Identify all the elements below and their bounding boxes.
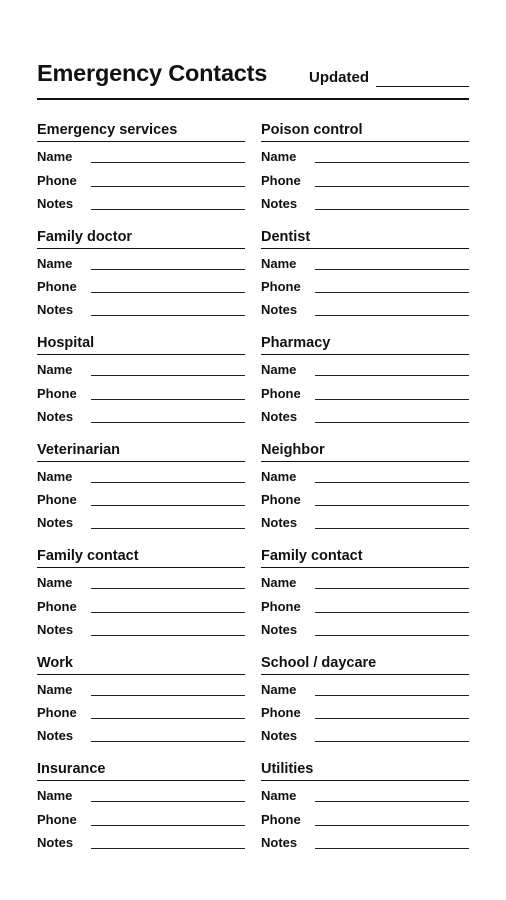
field-label: Name [261, 468, 297, 484]
contact-card [261, 652, 469, 749]
contact-card [261, 119, 469, 216]
contact-card-title: Pharmacy [261, 332, 469, 355]
contact-field-row [261, 378, 469, 401]
field-write-line[interactable] [91, 801, 245, 802]
field-write-line[interactable] [315, 848, 469, 849]
contact-field-row [261, 462, 469, 485]
contact-card-title: Work [37, 652, 245, 675]
contact-card-title: Poison control [261, 119, 469, 142]
contact-field-row [261, 721, 469, 744]
contact-card-title: School / daycare [261, 652, 469, 675]
field-write-line[interactable] [91, 292, 245, 293]
field-write-line[interactable] [91, 718, 245, 719]
field-label: Name [261, 575, 297, 591]
field-write-line[interactable] [91, 209, 245, 210]
contact-field-row [261, 249, 469, 272]
contact-field-row [37, 249, 245, 272]
field-write-line[interactable] [91, 635, 245, 636]
field-label: Name [261, 149, 297, 165]
contact-card-title: Hospital [37, 332, 245, 355]
field-label: Name [261, 681, 297, 697]
field-write-line[interactable] [315, 741, 469, 742]
field-label: Phone [37, 385, 77, 401]
contact-card-title: Emergency services [37, 119, 245, 142]
updated-label: Updated [309, 69, 369, 86]
field-label: Phone [261, 172, 301, 188]
contact-card [37, 119, 245, 216]
contact-field-row [261, 165, 469, 188]
field-write-line[interactable] [315, 209, 469, 210]
contact-card [261, 439, 469, 536]
contact-field-row [37, 189, 245, 212]
field-label: Phone [261, 811, 301, 827]
field-label: Name [37, 575, 73, 591]
contact-card-title: Neighbor [261, 439, 469, 462]
field-write-line[interactable] [315, 801, 469, 802]
contact-field-row [261, 828, 469, 851]
contact-field-row [37, 378, 245, 401]
field-write-line[interactable] [315, 588, 469, 589]
contact-field-row [37, 295, 245, 318]
field-write-line[interactable] [315, 505, 469, 506]
field-write-line[interactable] [91, 186, 245, 187]
contact-field-row [261, 355, 469, 378]
contact-grid [37, 119, 469, 855]
contact-field-row [37, 142, 245, 165]
contact-card-title: Utilities [261, 758, 469, 781]
field-label: Phone [261, 492, 301, 508]
field-write-line[interactable] [315, 825, 469, 826]
contact-field-row [261, 402, 469, 425]
field-write-line[interactable] [91, 612, 245, 613]
contact-card [37, 226, 245, 323]
field-write-line[interactable] [315, 399, 469, 400]
contact-field-row [261, 591, 469, 614]
field-write-line[interactable] [315, 482, 469, 483]
field-label: Name [37, 468, 73, 484]
field-write-line[interactable] [91, 269, 245, 270]
field-write-line[interactable] [315, 162, 469, 163]
contact-field-row [37, 508, 245, 531]
contact-field-row [261, 568, 469, 591]
contact-card-title: Veterinarian [37, 439, 245, 462]
field-write-line[interactable] [315, 635, 469, 636]
field-write-line[interactable] [91, 695, 245, 696]
field-write-line[interactable] [315, 315, 469, 316]
contact-field-row [37, 675, 245, 698]
contact-field-row [261, 675, 469, 698]
contact-card-title: Family contact [37, 545, 245, 568]
field-write-line[interactable] [91, 528, 245, 529]
page-title: Emergency Contacts [37, 60, 268, 86]
field-label: Phone [37, 279, 77, 295]
contact-card [37, 332, 245, 429]
field-write-line[interactable] [91, 825, 245, 826]
contact-card-title: Insurance [37, 758, 245, 781]
page-header [37, 60, 469, 100]
contact-field-row [37, 165, 245, 188]
contact-card [261, 332, 469, 429]
contact-field-row [37, 721, 245, 744]
field-label: Notes [261, 195, 298, 211]
field-label: Notes [261, 621, 298, 637]
field-write-line[interactable] [91, 422, 245, 423]
field-write-line[interactable] [315, 528, 469, 529]
field-label: Name [37, 788, 73, 804]
field-label: Phone [37, 598, 77, 614]
field-label: Notes [37, 621, 74, 637]
contact-field-row [37, 698, 245, 721]
field-label: Notes [261, 834, 298, 850]
field-write-line[interactable] [315, 186, 469, 187]
contact-field-row [261, 272, 469, 295]
field-label: Phone [261, 279, 301, 295]
contact-field-row [261, 698, 469, 721]
contact-card [37, 545, 245, 642]
contact-field-row [37, 462, 245, 485]
contact-card [261, 545, 469, 642]
field-label: Notes [37, 195, 74, 211]
contact-field-row [261, 781, 469, 804]
field-label: Phone [261, 385, 301, 401]
contact-field-row [37, 272, 245, 295]
field-label: Name [261, 255, 297, 271]
field-label: Phone [37, 172, 77, 188]
field-write-line[interactable] [91, 848, 245, 849]
field-label: Notes [261, 728, 298, 744]
field-label: Phone [37, 811, 77, 827]
field-label: Notes [37, 302, 74, 318]
field-write-line[interactable] [91, 162, 245, 163]
contact-field-row [261, 142, 469, 165]
contact-field-row [37, 591, 245, 614]
contact-field-row [261, 485, 469, 508]
field-label: Name [37, 681, 73, 697]
field-write-line[interactable] [315, 269, 469, 270]
field-write-line[interactable] [315, 292, 469, 293]
contact-field-row [261, 508, 469, 531]
field-label: Phone [261, 705, 301, 721]
contact-card [37, 758, 245, 855]
field-write-line[interactable] [91, 588, 245, 589]
field-label: Name [37, 255, 73, 271]
field-write-line[interactable] [91, 375, 245, 376]
field-write-line[interactable] [91, 315, 245, 316]
field-write-line[interactable] [315, 422, 469, 423]
contact-card [261, 758, 469, 855]
field-label: Notes [261, 408, 298, 424]
contact-field-row [37, 828, 245, 851]
contact-field-row [261, 804, 469, 827]
contact-card [37, 652, 245, 749]
contact-field-row [261, 189, 469, 212]
field-write-line[interactable] [91, 399, 245, 400]
field-label: Notes [261, 302, 298, 318]
field-label: Name [261, 362, 297, 378]
field-write-line[interactable] [315, 695, 469, 696]
field-label: Notes [37, 834, 74, 850]
contact-card [261, 226, 469, 323]
contact-card-title: Family contact [261, 545, 469, 568]
updated-date-field[interactable] [376, 86, 469, 87]
contact-field-row [261, 615, 469, 638]
field-write-line[interactable] [315, 718, 469, 719]
field-label: Name [261, 788, 297, 804]
field-label: Name [37, 149, 73, 165]
contact-field-row [37, 402, 245, 425]
contact-field-row [37, 804, 245, 827]
field-label: Notes [261, 515, 298, 531]
field-label: Phone [37, 492, 77, 508]
field-write-line[interactable] [315, 612, 469, 613]
contact-field-row [37, 781, 245, 804]
contact-card [37, 439, 245, 536]
field-label: Notes [37, 408, 74, 424]
contact-card-title: Dentist [261, 226, 469, 249]
field-label: Notes [37, 728, 74, 744]
field-write-line[interactable] [91, 482, 245, 483]
contact-field-row [261, 295, 469, 318]
contact-field-row [37, 355, 245, 378]
contact-field-row [37, 615, 245, 638]
field-write-line[interactable] [315, 375, 469, 376]
field-label: Notes [37, 515, 74, 531]
contact-field-row [37, 568, 245, 591]
field-write-line[interactable] [91, 505, 245, 506]
contact-card-title: Family doctor [37, 226, 245, 249]
field-write-line[interactable] [91, 741, 245, 742]
field-label: Name [37, 362, 73, 378]
contact-field-row [37, 485, 245, 508]
field-label: Phone [261, 598, 301, 614]
field-label: Phone [37, 705, 77, 721]
